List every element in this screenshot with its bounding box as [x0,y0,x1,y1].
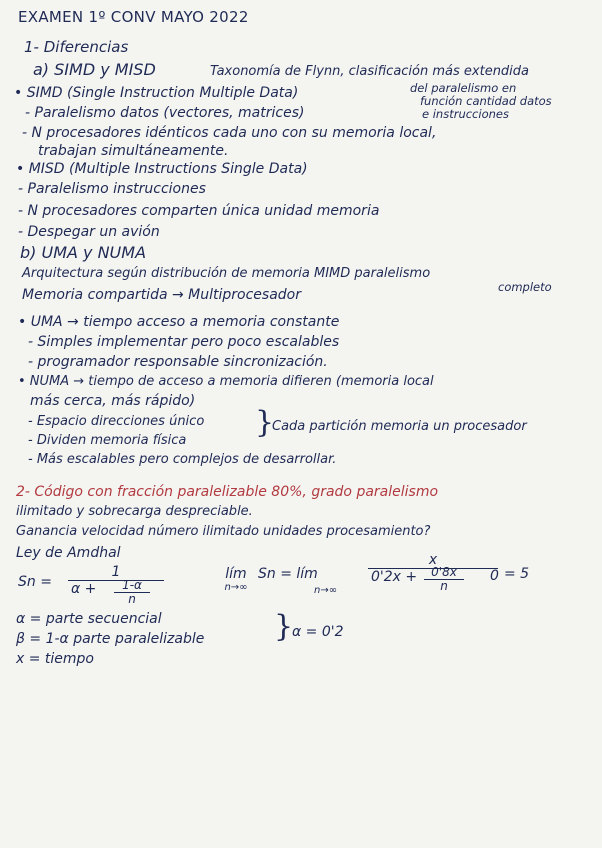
misd-item-3: - Despegar un avión [18,224,160,240]
formula-tail: 0 [490,568,499,584]
def-time: x = tiempo [16,651,94,667]
lim-first-label: lím [225,566,247,582]
def-alpha-value: α = 0'2 [292,624,344,640]
uma-item-1: - Simples implementar pero poco escalables [28,334,340,350]
section-b-intro-1: Arquitectura según distribución de memoria MIMD paralelismo [22,266,431,281]
lim-first [218,566,254,593]
section-a-title: a) SIMD y MISD [33,60,156,79]
misd-item-1: - Paralelismo instrucciones [18,181,206,197]
numa-brace-note: Cada partición memoria un procesador [272,419,527,434]
lim-first-sub: n→∞ [224,582,248,593]
section-2-line-2: ilimitado y sobrecarga despreciable. [16,504,253,519]
sn-lhs: Sn = [18,574,52,590]
eight-tenths-den: n [424,579,464,593]
one-minus-alpha-num: 1-α [122,578,142,592]
uma-title: • UMA → tiempo acceso a memoria constante [18,314,340,330]
misd-title: • MISD (Multiple Instructions Single Data) [16,161,308,177]
def-alpha: α = parte secuencial [16,611,162,627]
taxonomy-note: Taxonomía de Flynn, clasificación más extendida [210,64,530,79]
alpha-term: α + [71,581,97,597]
sn-equals-lim: Sn = lím [258,566,318,582]
simd-item-3: trabajan simultáneamente. [38,143,229,159]
amdahl-law-label: Ley de Amdhal [16,545,121,561]
simd-title: • SIMD (Single Instruction Multiple Data) [14,85,299,101]
side-note-line-1: del paralelismo en [410,81,517,95]
def-brace-symbol: } [274,609,294,644]
misd-item-2: - N procesadores comparten única unidad memoria [18,203,380,219]
numa-item-1: - Espacio direcciones único [28,414,205,429]
x-numerator: x [428,552,438,568]
side-note-line-2: función cantidad datos [420,94,552,108]
numa-title-cont: más cerca, más rápido) [30,393,196,409]
lim-second-sub: n→∞ [314,585,338,596]
numa-brace-symbol: } [255,405,275,440]
eight-tenths-num: 0'8x [431,565,457,579]
sn-numerator: 1 [111,564,121,580]
section-1-heading: 1- Diferencias [24,38,129,56]
simd-item-1: - Paralelismo datos (vectores, matrices) [25,105,305,121]
numa-item-2: - Dividen memoria física [28,433,187,448]
section-b-intro-1b: completo [498,280,552,294]
section-2-line-1: 2- Código con fracción paralelizable 80%, grado paralelismo [16,484,439,500]
one-minus-alpha-fraction [114,579,150,606]
numa-item-3: - Más escalables pero complejos de desarrollar. [28,452,337,467]
eight-tenths-fraction [424,566,464,593]
numa-title: • NUMA → tiempo de acceso a memoria difieren (memoria local [18,374,434,389]
simd-item-2: - N procesadores idénticos cada uno con su memoria local, [22,125,437,141]
section-2-line-3: Ganancia velocidad número ilimitado unidades procesamiento? [16,524,431,539]
x-den-term: 0'2x + [371,569,418,585]
formula-result: = 5 [504,566,530,582]
def-beta: β = 1-α parte paralelizable [16,631,205,647]
one-minus-alpha-den: n [114,592,150,606]
page-title: EXAMEN 1º CONV MAYO 2022 [18,8,249,26]
section-b-title: b) UMA y NUMA [20,243,147,262]
side-note-line-3: e instrucciones [422,107,509,121]
section-b-intro-2: Memoria compartida → Multiprocesador [22,287,301,303]
uma-item-2: - programador responsable sincronización. [28,354,328,370]
